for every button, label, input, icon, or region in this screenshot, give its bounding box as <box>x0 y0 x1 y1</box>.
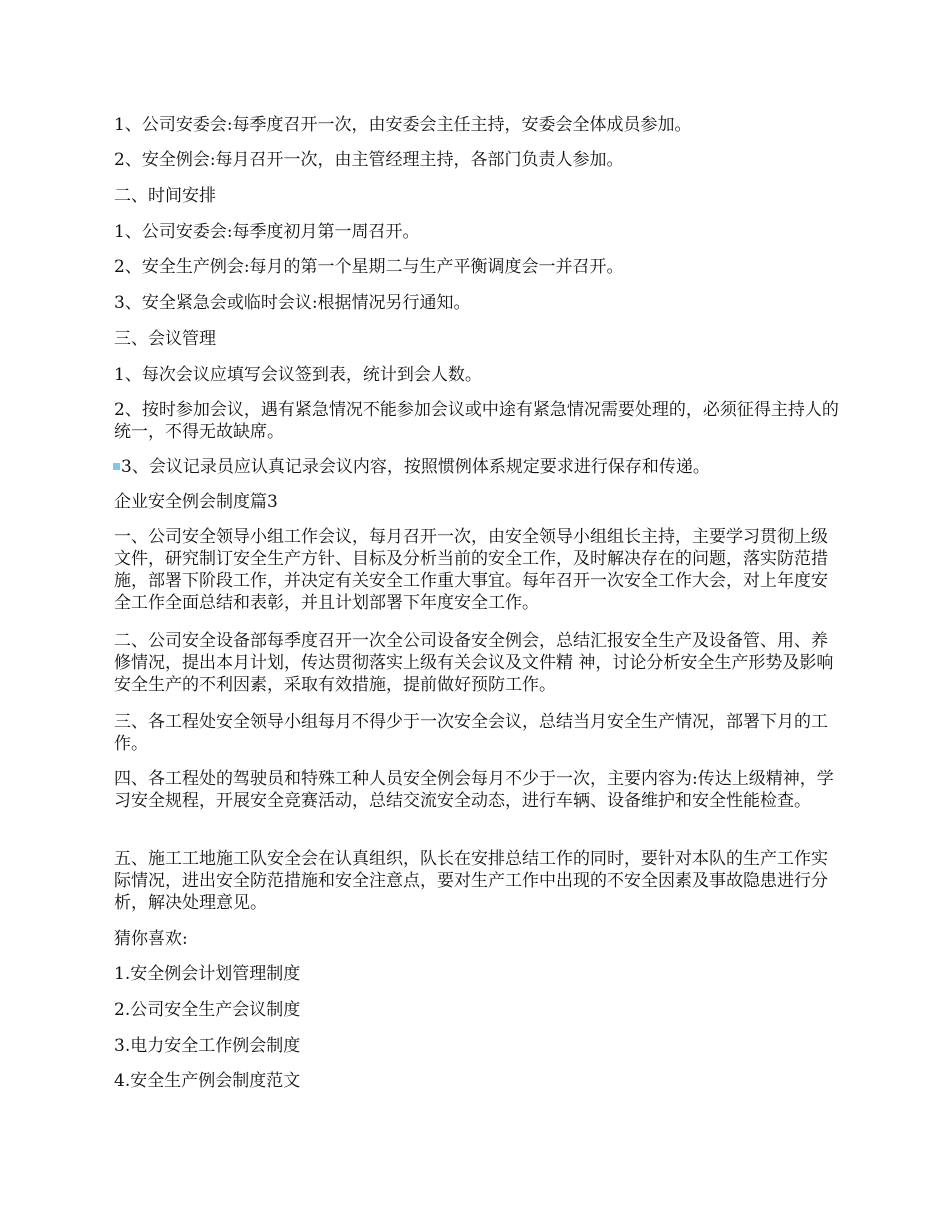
selection-marker <box>113 463 120 470</box>
recommendations-heading: 猜你喜欢: <box>114 929 188 949</box>
paragraph: 1、公司安委会:每季度初月第一周召开。 <box>114 222 420 242</box>
recommendation-link[interactable]: 3.电力安全工作例会制度 <box>114 1036 301 1056</box>
paragraph: 3、会议记录员应认真记录会议内容，按照惯例体系规定要求进行保存和传递。 <box>121 457 710 477</box>
paragraph: 四、各工程处的驾驶员和特殊工种人员安全例会每月不少于一次，主要内容为:传达上级精神，学习安全规程，开展安全竞赛活动，总结交流安全动态，进行车辆、设备维护和安全性能检查。 <box>114 769 834 811</box>
paragraph: 2、安全例会:每月召开一次，由主管经理主持，各部门负责人参加。 <box>114 150 624 170</box>
paragraph: 2、按时参加会议，遇有紧急情况不能参加会议或中途有紧急情况需要处理的，必须征得主持人的统一，不得无故缺席。 <box>114 400 839 442</box>
recommendation-link[interactable]: 1.安全例会计划管理制度 <box>114 964 301 984</box>
section-heading: 二、时间安排 <box>114 186 216 206</box>
paragraph: 1、公司安委会:每季度召开一次，由安委会主任主持，安委会全体成员参加。 <box>114 115 692 135</box>
recommendation-link[interactable]: 4.安全生产例会制度范文 <box>114 1071 301 1091</box>
section-title: 企业安全例会制度篇3 <box>114 492 278 512</box>
paragraph: 2、安全生产例会:每月的第一个星期二与生产平衡调度会一并召开。 <box>114 257 624 277</box>
paragraph: 五、施工工地施工队安全会在认真组织，队长在安排总结工作的同时，要针对本队的生产工作实际情况，进出安全防范措施和安全注意点，要对生产工作中出现的不安全因素及事故隐患进行分析，解决处理意见。 <box>114 849 828 913</box>
paragraph: 一、公司安全领导小组工作会议，每月召开一次，由安全领导小组组长主持，主要学习贯彻上级文件，研究制订安全生产方针、目标及分析当前的安全工作，及时解决存在的问题，落实防范措施，部署下阶段工作，并决定有关安全工作重大事宜。每年召开一次安全工作大会，对上年度安全工作全面总结和表彰，并且计划部署下年度安全工作。 <box>114 527 828 613</box>
recommendation-link[interactable]: 2.公司安全生产会议制度 <box>114 1000 301 1020</box>
section-heading: 三、会议管理 <box>114 329 216 349</box>
paragraph: 三、各工程处安全领导小组每月不得少于一次安全会议，总结当月安全生产情况，部署下月的工作。 <box>114 712 828 754</box>
paragraph: 1、每次会议应填写会议签到表，统计到会人数。 <box>114 365 482 385</box>
paragraph: 二、公司安全设备部每季度召开一次全公司设备安全例会，总结汇报安全生产及设备管、用、养修情况，提出本月计划，传达贯彻落实上级有关会议及文件精 神，讨论分析安全生产形势及影响安全生产的不利因素，采取有效措施，提前做好预防工作。 <box>114 631 834 695</box>
paragraph: 3、安全紧急会或临时会议:根据情况另行通知。 <box>114 293 471 313</box>
